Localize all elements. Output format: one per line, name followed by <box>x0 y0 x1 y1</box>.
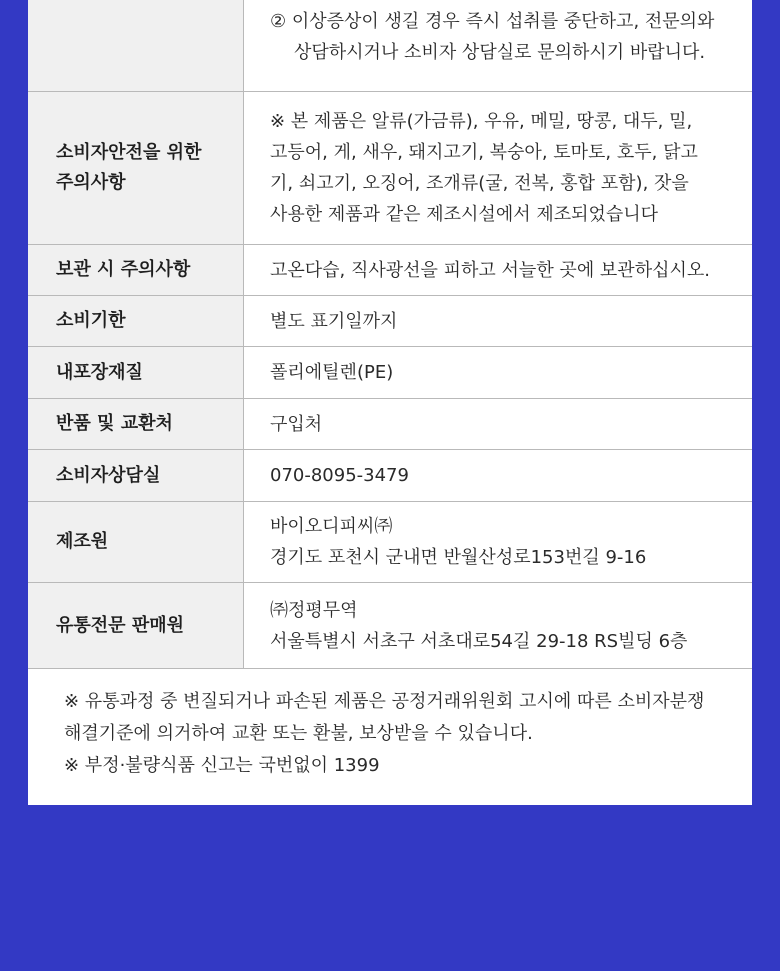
value-line: 별도 표기일까지 <box>270 310 398 332</box>
row-value <box>244 245 752 295</box>
product-info-card <box>28 0 752 805</box>
table-row-packaging <box>28 347 752 399</box>
row-label: 유통전문 판매원 <box>28 583 244 668</box>
table-row-returns <box>28 399 752 450</box>
value-line: 기, 쇠고기, 오징어, 조개류(굴, 전복, 홍합 포함), 잣을 <box>270 173 689 194</box>
value-line: 사용한 제품과 같은 제조시설에서 제조되었습니다 <box>270 204 659 225</box>
footnote-line: 해결기준에 의거하여 교환 또는 환불, 보상받을 수 있습니다. <box>64 723 533 744</box>
row-label-line: 주의사항 <box>56 172 126 193</box>
row-value <box>244 399 752 449</box>
row-value <box>244 502 752 582</box>
row-label: 보관 시 주의사항 <box>28 245 244 295</box>
value-line: 바이오디피씨㈜ <box>270 516 393 537</box>
table-row-manufacturer <box>28 502 752 583</box>
value-line: 상담하시거나 소비자 상담실로 문의하시기 바랍니다. <box>294 42 706 63</box>
row-value <box>244 0 752 91</box>
footnote-line: ※ 부정·불량식품 신고는 국번없이 1399 <box>64 755 380 776</box>
table-row-storage <box>28 245 752 296</box>
row-label <box>28 92 244 244</box>
row-value <box>244 92 752 244</box>
footnote-line: ※ 유통과정 중 변질되거나 파손된 제품은 공정거래위원회 고시에 따른 소비자분쟁 <box>64 691 705 712</box>
row-label: 소비자상담실 <box>28 450 244 501</box>
value-line: 구입처 <box>270 413 323 435</box>
row-value <box>244 450 752 501</box>
table-row-precautions <box>28 0 752 92</box>
row-label: 내포장재질 <box>28 347 244 398</box>
row-label-line: 소비자안전을 위한 <box>56 142 202 163</box>
row-value <box>244 296 752 346</box>
value-line: 경기도 포천시 군내면 반월산성로153번길 9-16 <box>270 547 647 568</box>
value-line: 서울특별시 서초구 서초대로54길 29-18 RS빌딩 6층 <box>270 630 688 652</box>
value-line: 고등어, 게, 새우, 돼지고기, 복숭아, 토마토, 호두, 닭고 <box>270 142 698 163</box>
value-line: 고온다습, 직사광선을 피하고 서늘한 곳에 보관하십시오. <box>270 259 710 281</box>
value-line: ㈜정평무역 <box>270 599 358 621</box>
table-row-expiry <box>28 296 752 347</box>
phone-number: 070-8095-3479 <box>270 465 409 486</box>
table-row-consumer-safety <box>28 92 752 245</box>
row-value <box>244 583 752 668</box>
row-label: 소비기한 <box>28 296 244 346</box>
row-label: 제조원 <box>28 502 244 582</box>
value-line: ② 이상증상이 생길 경우 즉시 섭취를 중단하고, 전문의와 <box>270 11 715 32</box>
product-info-table <box>28 0 752 669</box>
row-value <box>244 347 752 398</box>
table-row-distributor <box>28 583 752 669</box>
value-line: ※ 본 제품은 알류(가금류), 우유, 메밀, 땅콩, 대두, 밀, <box>270 111 693 132</box>
row-label: 반품 및 교환처 <box>28 399 244 449</box>
table-row-consumer-center <box>28 450 752 502</box>
row-label-empty <box>28 0 244 91</box>
value-line: 폴리에틸렌(PE) <box>270 362 394 383</box>
footnote <box>64 686 704 782</box>
